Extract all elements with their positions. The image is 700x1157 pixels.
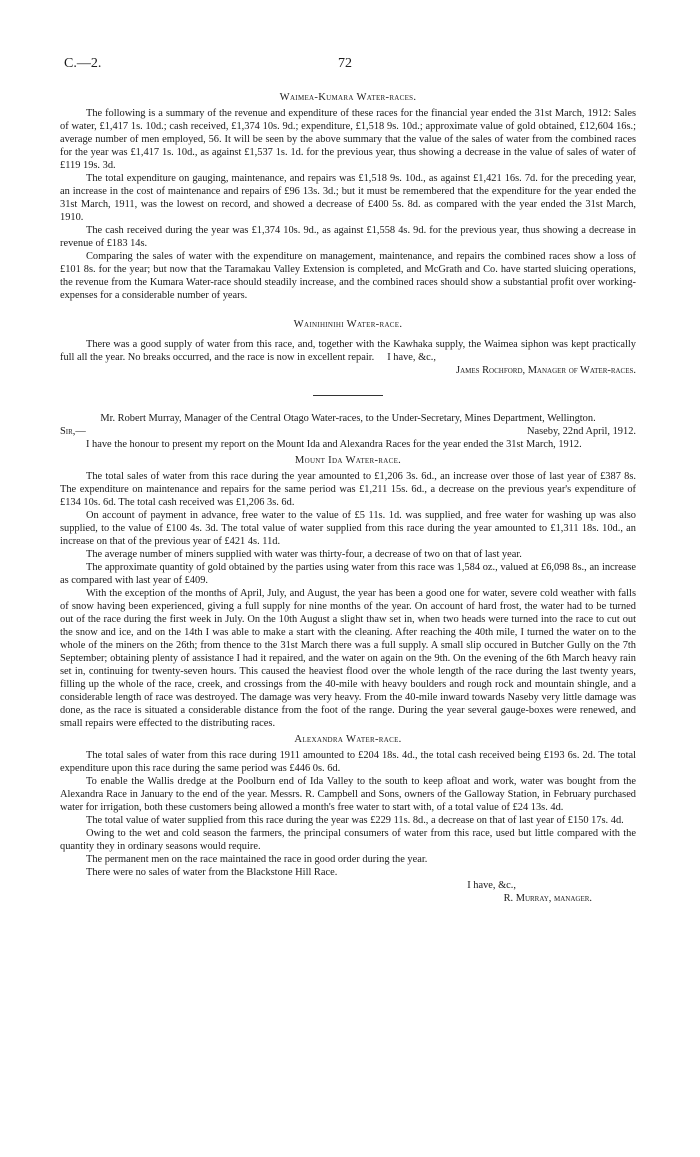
section-heading-wainihinihi: Wainihinihi Water-race. xyxy=(293,319,403,330)
signature-murray: R. Murray, manager. xyxy=(503,893,592,904)
closing-have-2: I have, &c., xyxy=(467,880,516,891)
paragraph: With the exception of the months of April, July, and August, the year has been a good one for water, severe cold weather with falls of snow having been experienced, giving a full supply for nine months of the year. On account of hard frost, the water had to be turned out of the race during the first week in July. On the 10th August a slight thaw set in, when two heads were turned into the race to cut out the snow and ice, and on the 14th I was able to make a start with the cleaning. After reaching the 40th mile, I turned the water on to the whole of the miners on the 26th; from thence to the 31st March there was a full supply. A small slip occured in Butcher Gully on the 7th September; obtaining plenty of assistance I had it repaired, and the water on again on the 9th. On the evening of the 6th March heavy rain set in, continuing for twenty-seven hours. This caused the heaviest flood over the whole length of the race during the last twenty years, filling up the whole of the race, creek, and crossings from the 40-mile with heavy boulders and rough rock and mountain shingle, and a considerable length of race was destroyed. The damage was very heavy. From the 40-mile inward towards Naseby very little damage was done, as the race is situated a considerable distance from the foot of the range. During the year several gauge-boxes were renewed, and small repairs were effected to the distributing races. xyxy=(60,588,636,729)
paragraph: There were no sales of water from the Blackstone Hill Race. xyxy=(86,867,338,878)
section-heading-alexandra: Alexandra Water-race. xyxy=(294,734,402,745)
paragraph: I have the honour to present my report on the Mount Ida and Alexandra Races for the year ended the 31st March, 1912. xyxy=(86,439,582,450)
paragraph: The approximate quantity of gold obtained by the parties using water from this race was 1,584 oz., valued at £6,098 8s., an increase as compared with last year of £409. xyxy=(60,562,636,586)
report-code: C.—2. xyxy=(64,56,102,71)
paragraph: The permanent men on the race maintained the race in good order during the year. xyxy=(86,854,428,865)
section-heading-mount-ida: Mount Ida Water-race. xyxy=(294,455,402,466)
closing-have: I have, &c., xyxy=(387,352,436,363)
page-number: 72 xyxy=(338,56,352,71)
paragraph: To enable the Wallis dredge at the Poolburn end of Ida Valley to the south to keep afloat and work, water was bought from the Alexandra Race in January to the end of the year. Messrs. R. Campbell and Sons, owners of the Galloway Station, in February purchased water for irrigation, both these customers being allowed a month's free water to start with, of a total value of £24 13s. 4d. xyxy=(60,776,636,813)
paragraph: There was a good supply of water from this race, and, together with the Kawhaka supply, the Waimea siphon was kept practically full all the year. No breaks occurred, and the race is now in excellent repair. xyxy=(60,339,636,363)
document-body xyxy=(60,88,636,905)
paragraph: The total sales of water from this race during 1911 amounted to £204 18s. 4d., the total cash received being £193 6s. 2d. The total expenditure upon this race during the same period was £446 0s. 6d. xyxy=(60,750,636,774)
section-divider xyxy=(313,395,383,396)
section-heading-waimea: Waimea-Kumara Water-races. xyxy=(279,92,417,103)
paragraph: On account of payment in advance, free water to the value of £5 11s. 1d. was supplied, and free water for washing up was also supplied, to the value of £100 4s. 3d. The total value of water supplied from this race during the year amounted to £1,311 18s. 10d., an increase on that of the previous year of £421 4s. 11d. xyxy=(60,510,636,547)
place-date: Naseby, 22nd April, 1912. xyxy=(527,426,636,437)
letter-heading-murray: Mr. Robert Murray, Manager of the Central Otago Water-races, to the Under-Secretary, Mines Department, Wellington. xyxy=(100,413,596,424)
signature-rochford: James Rochford, Manager of Water-races. xyxy=(456,365,636,376)
paragraph: The following is a summary of the revenue and expenditure of these races for the financial year ended the 31st March, 1912: Sales of water, £1,417 1s. 10d.; cash received, £1,374 10s. 9d.; expenditure, £1,518 9s. 10d.; approximate value of gold obtained, £12,604 16s.; average number of men employed, 56. It will be seen by the above summary that the value of the sales of water from the combined races for the year was £1,417 1s. 10d., as against £1,537 1s. 1d. for the previous year, thus showing a decrease in the value of sales of water of £119 19s. 3d. xyxy=(60,108,636,171)
paragraph: The cash received during the year was £1,374 10s. 9d., as against £1,558 4s. 9d. for the previous year, thus showing a decrease in revenue of £183 14s. xyxy=(60,225,636,249)
salutation: Sir,— xyxy=(60,426,86,437)
paragraph: The total sales of water from this race during the year amounted to £1,206 3s. 6d., an increase over those of last year of £387 8s. The expenditure on maintenance and repairs for the same period was £1,211 15s. 6d., a decrease on the previous year's expenditure of £134 10s. 6d. The total cash received was £1,206 3s. 6d. xyxy=(60,471,636,508)
paragraph: Owing to the wet and cold season the farmers, the principal consumers of water from this race, used but little compared with the quantity they in ordinary seasons would require. xyxy=(60,828,636,852)
paragraph: Comparing the sales of water with the expenditure on management, maintenance, and repairs the combined races show a loss of £101 8s. for the year; but now that the Taramakau Valley Extension is completed, and McGrath and Co. have started sluicing operations, the revenue from the Kumara Water-race should steadily increase, and the combined races should show a substantial profit over working-expenses for a considerable number of years. xyxy=(60,251,636,301)
paragraph: The total value of water supplied from this race during the year was £229 11s. 8d., a decrease on that of last year of £150 17s. 4d. xyxy=(86,815,624,826)
paragraph: The average number of miners supplied with water was thirty-four, a decrease of two on that of last year. xyxy=(86,549,522,560)
paragraph: The total expenditure on gauging, maintenance, and repairs was £1,518 9s. 10d., as against £1,421 16s. 7d. for the preceding year, an increase in the cost of maintenance and repairs of £96 13s. 3d.; but it must be remembered that the expenditure for the year ended the 31st March, 1911, was the lowest on record, and showed a decrease of £400 5s. 8d. as compared with the year ended the 31st March, 1910. xyxy=(60,173,636,223)
